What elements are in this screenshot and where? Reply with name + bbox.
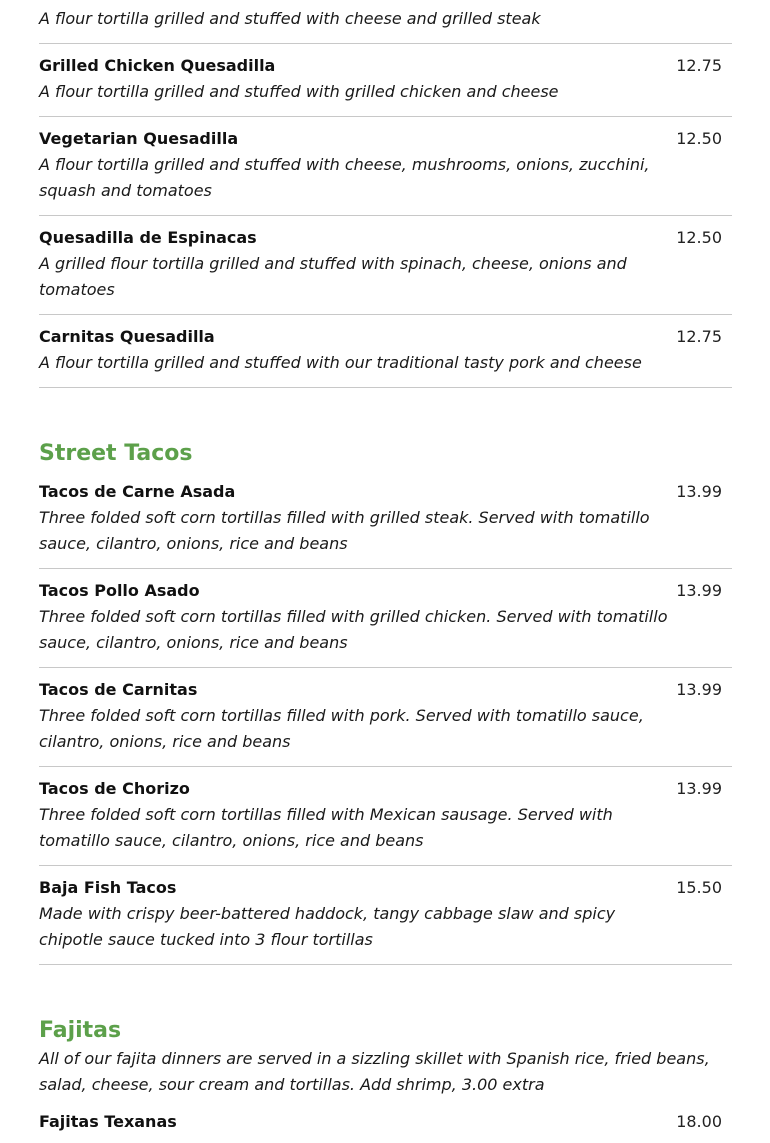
menu-item [39, 779, 732, 866]
menu-item-description: Three folded soft corn tortillas filled with Mexican sausage. Served with tomatillo sauce, cilantro, onions, rice and beans [39, 805, 613, 850]
menu-item-description: A flour tortilla grilled and stuffed with our traditional tasty pork and cheese [39, 353, 642, 372]
menu-item-price: 12.75 [676, 56, 722, 75]
menu-item-description: A flour tortilla grilled and stuffed with grilled chicken and cheese [39, 82, 559, 101]
section-heading-street-tacos: Street Tacos [39, 441, 193, 466]
menu-item [39, 1112, 732, 1143]
menu-item-name: Baja Fish Tacos [39, 878, 177, 897]
menu-item-name: Tacos de Carnitas [39, 680, 198, 699]
menu-item-price: 13.99 [676, 779, 722, 798]
menu-item-name: Vegetarian Quesadilla [39, 129, 239, 148]
menu-item-price: 15.50 [676, 878, 722, 897]
menu-item-name: Tacos de Carne Asada [39, 482, 236, 501]
menu-item [39, 0, 732, 44]
menu-item-name: Tacos Pollo Asado [39, 581, 200, 600]
menu-item [39, 129, 732, 216]
menu-item [39, 482, 732, 569]
menu-item-name: Tacos de Chorizo [39, 779, 190, 798]
menu-item-price: 12.75 [676, 327, 722, 346]
menu-item-name: Quesadilla de Espinacas [39, 228, 257, 247]
section-intro: All of our fajita dinners are served in a sizzling skillet with Spanish rice, fried beans, salad, cheese, sour cream and tortillas. Add shrimp, 3.00 extra [39, 1049, 710, 1094]
menu-item-price: 13.99 [676, 482, 722, 501]
menu-item-description: Three folded soft corn tortillas filled with pork. Served with tomatillo sauce, cilantro, onions, rice and beans [39, 706, 644, 751]
menu-item-description: A flour tortilla grilled and stuffed with cheese, mushrooms, onions, zucchini, squash and tomatoes [39, 155, 650, 200]
menu-item-name: Fajitas Texanas [39, 1112, 177, 1131]
menu-item [39, 680, 732, 767]
menu-item-price: 12.50 [676, 228, 722, 247]
menu-item-name: Carnitas Quesadilla [39, 327, 215, 346]
menu-item-description: Three folded soft corn tortillas filled with grilled chicken. Served with tomatillo sauce, cilantro, onions, rice and beans [39, 607, 668, 652]
menu-item-description: A grilled flour tortilla grilled and stuffed with spinach, cheese, onions and tomatoes [39, 254, 627, 299]
menu-item [39, 228, 732, 315]
menu-item-price: 18.00 [676, 1112, 722, 1131]
menu-item-description: A flour tortilla grilled and stuffed with cheese and grilled steak [39, 9, 541, 28]
menu-item-price: 13.99 [676, 680, 722, 699]
menu-item [39, 56, 732, 117]
menu-item-price: 13.99 [676, 581, 722, 600]
section-heading-fajitas: Fajitas [39, 1018, 122, 1043]
menu-item-description: Three folded soft corn tortillas filled with grilled steak. Served with tomatillo sauce, cilantro, onions, rice and beans [39, 508, 650, 553]
menu-item [39, 878, 732, 965]
menu-item [39, 581, 732, 668]
menu-item [39, 327, 732, 388]
menu-item-description: Made with crispy beer-battered haddock, tangy cabbage slaw and spicy chipotle sauce tucked into 3 flour tortillas [39, 904, 616, 949]
menu-item-name: Grilled Chicken Quesadilla [39, 56, 276, 75]
menu-item-price: 12.50 [676, 129, 722, 148]
